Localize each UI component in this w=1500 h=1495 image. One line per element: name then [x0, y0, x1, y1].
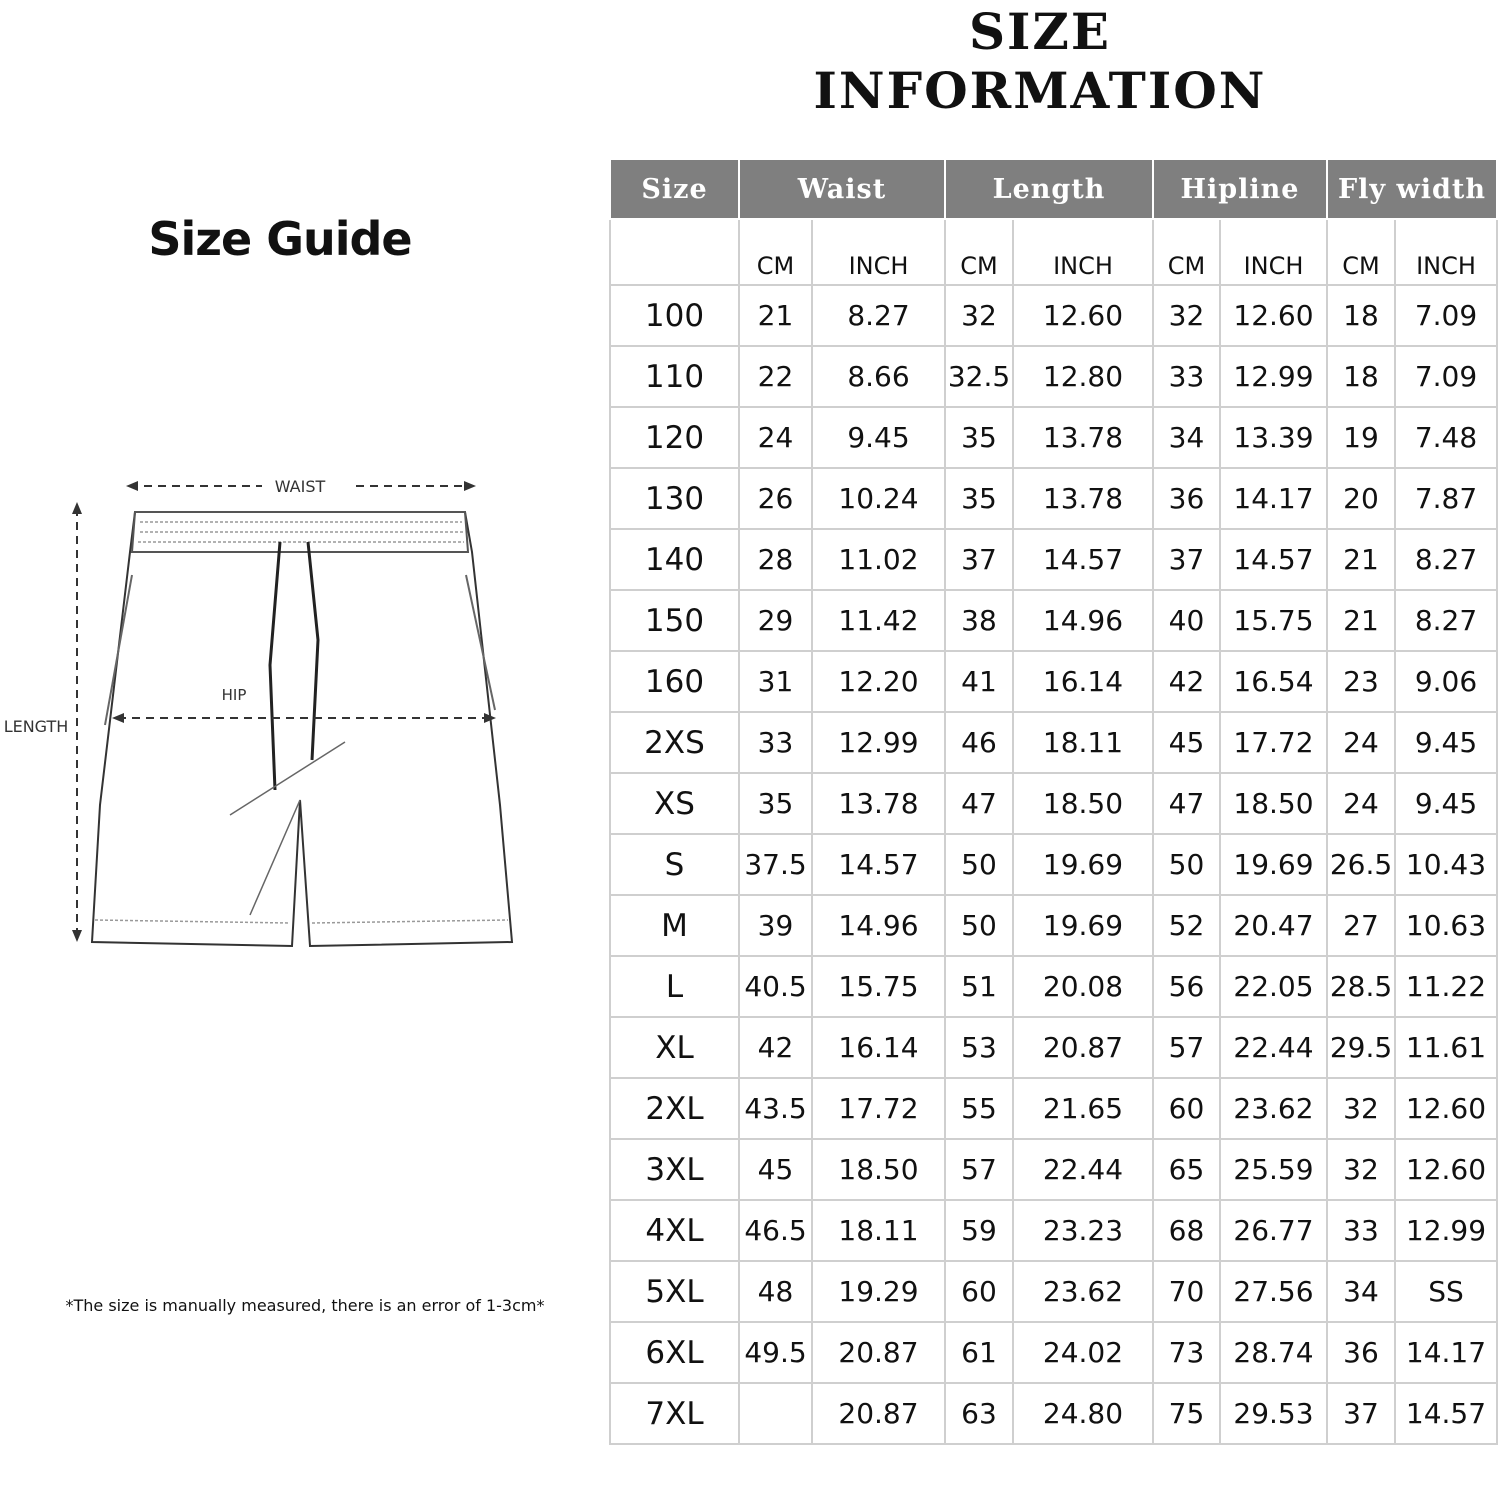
measurement-cell: 14.57 [1013, 529, 1153, 590]
measurement-cell: 23.23 [1013, 1200, 1153, 1261]
measurement-cell: 18.11 [1013, 712, 1153, 773]
measurement-cell: 24.02 [1013, 1322, 1153, 1383]
hip-label: HIP [221, 686, 247, 704]
measurement-cell: 65 [1153, 1139, 1220, 1200]
measurement-cell: 33 [1327, 1200, 1395, 1261]
measurement-cell: 7.09 [1395, 346, 1497, 407]
measurement-cell: 24 [1327, 712, 1395, 773]
size-cell: 130 [610, 468, 739, 529]
measurement-cell: 29.5 [1327, 1017, 1395, 1078]
measurement-cell: 12.60 [1395, 1078, 1497, 1139]
size-cell: L [610, 956, 739, 1017]
measurement-cell: 12.60 [1013, 285, 1153, 346]
size-cell: 150 [610, 590, 739, 651]
measurement-cell: 56 [1153, 956, 1220, 1017]
unit-header: CM [1327, 219, 1395, 285]
table-row [610, 468, 1497, 529]
measurement-cell: 21 [739, 285, 812, 346]
right-pocket [466, 575, 495, 710]
measurement-cell: 12.99 [812, 712, 945, 773]
measurement-cell: 12.99 [1220, 346, 1327, 407]
measurement-cell: 27.56 [1220, 1261, 1327, 1322]
measurement-cell: 57 [945, 1139, 1013, 1200]
measurement-cell: 18 [1327, 285, 1395, 346]
measurement-cell: 9.06 [1395, 651, 1497, 712]
measurement-cell: 42 [739, 1017, 812, 1078]
measurement-cell: 11.02 [812, 529, 945, 590]
measurement-cell: 37 [945, 529, 1013, 590]
length-arrow-top [72, 502, 82, 514]
measurement-cell: 19.69 [1220, 834, 1327, 895]
measurement-cell: 12.60 [1220, 285, 1327, 346]
measurement-cell: 51 [945, 956, 1013, 1017]
measurement-cell: 50 [945, 834, 1013, 895]
measurement-cell: 11.22 [1395, 956, 1497, 1017]
measurement-cell: 13.39 [1220, 407, 1327, 468]
measurement-cell: 50 [945, 895, 1013, 956]
measurement-cell: 20.87 [1013, 1017, 1153, 1078]
table-row [610, 895, 1497, 956]
measurement-cell: 12.80 [1013, 346, 1153, 407]
measurement-cell: 17.72 [1220, 712, 1327, 773]
measurement-cell: 36 [1153, 468, 1220, 529]
measurement-cell: 21 [1327, 529, 1395, 590]
size-cell: XL [610, 1017, 739, 1078]
measurement-cell: 14.96 [1013, 590, 1153, 651]
measurement-cell: 32.5 [945, 346, 1013, 407]
measurement-cell: 13.78 [812, 773, 945, 834]
measurement-cell: 14.17 [1395, 1322, 1497, 1383]
measurement-cell: 26.5 [1327, 834, 1395, 895]
size-cell: 5XL [610, 1261, 739, 1322]
size-guide-title: Size Guide [148, 212, 412, 266]
measurement-cell: 16.14 [1013, 651, 1153, 712]
measurement-cell: 32 [1327, 1139, 1395, 1200]
hip-arrow-left [112, 713, 124, 723]
measurement-cell: 20.47 [1220, 895, 1327, 956]
waist-arrow-right [464, 481, 476, 491]
measurement-cell: 35 [739, 773, 812, 834]
measurement-cell: 18.50 [1013, 773, 1153, 834]
measurement-cell: 19.29 [812, 1261, 945, 1322]
measurement-cell: 13.78 [1013, 468, 1153, 529]
measurement-cell: 61 [945, 1322, 1013, 1383]
measurement-cell: 23.62 [1220, 1078, 1327, 1139]
measurement-cell: 20.08 [1013, 956, 1153, 1017]
measurement-cell: 18.50 [812, 1139, 945, 1200]
measurement-cell: 73 [1153, 1322, 1220, 1383]
unit-header: INCH [812, 219, 945, 285]
measurement-cell: 57 [1153, 1017, 1220, 1078]
measurement-cell: 20 [1327, 468, 1395, 529]
table-row [610, 407, 1497, 468]
measurement-cell: 12.20 [812, 651, 945, 712]
measurement-cell: 16.14 [812, 1017, 945, 1078]
measurement-cell: 37.5 [739, 834, 812, 895]
measurement-cell: 47 [945, 773, 1013, 834]
measurement-cell: 20.87 [812, 1383, 945, 1444]
measurement-cell: 10.63 [1395, 895, 1497, 956]
table-row [610, 956, 1497, 1017]
measurement-cell: 35 [945, 407, 1013, 468]
measurement-cell: 59 [945, 1200, 1013, 1261]
measurement-cell: 33 [1153, 346, 1220, 407]
measurement-cell: 15.75 [1220, 590, 1327, 651]
measurement-cell: 60 [945, 1261, 1013, 1322]
measurement-cell: 7.09 [1395, 285, 1497, 346]
measurement-cell: 68 [1153, 1200, 1220, 1261]
size-cell: 6XL [610, 1322, 739, 1383]
measurement-cell: 28 [739, 529, 812, 590]
measurement-cell: 15.75 [812, 956, 945, 1017]
measurement-cell: 41 [945, 651, 1013, 712]
measurement-cell: 9.45 [1395, 712, 1497, 773]
unit-header: INCH [1220, 219, 1327, 285]
measurement-cell: 10.43 [1395, 834, 1497, 895]
length-label: LENGTH [3, 717, 69, 736]
measurement-cell: 14.17 [1220, 468, 1327, 529]
table-row [610, 590, 1497, 651]
measurement-cell: SS [1395, 1261, 1497, 1322]
table-row [610, 651, 1497, 712]
measurement-cell: 9.45 [812, 407, 945, 468]
size-cell: 4XL [610, 1200, 739, 1261]
table-row [610, 834, 1497, 895]
size-table-body [610, 285, 1497, 1444]
measurement-cell: 12.99 [1395, 1200, 1497, 1261]
header-hipline: Hipline [1153, 159, 1327, 219]
measurement-cell: 40.5 [739, 956, 812, 1017]
size-cell: 2XS [610, 712, 739, 773]
measurement-cell: 24 [1327, 773, 1395, 834]
table-row [610, 1200, 1497, 1261]
measurement-cell: 14.96 [812, 895, 945, 956]
measurement-cell: 70 [1153, 1261, 1220, 1322]
table-row [610, 285, 1497, 346]
measurement-note: *The size is manually measured, there is an error of 1-3cm* [65, 1296, 545, 1315]
header-waist: Waist [739, 159, 945, 219]
measurement-cell: 14.57 [812, 834, 945, 895]
page-title: SIZE INFORMATION [813, 2, 1267, 120]
measurement-cell: 23 [1327, 651, 1395, 712]
measurement-cell: 7.87 [1395, 468, 1497, 529]
measurement-cell: 75 [1153, 1383, 1220, 1444]
size-cell: 160 [610, 651, 739, 712]
measurement-cell: 39 [739, 895, 812, 956]
length-arrow-bottom [72, 930, 82, 942]
measurement-cell: 24.80 [1013, 1383, 1153, 1444]
measurement-cell: 11.61 [1395, 1017, 1497, 1078]
table-row [610, 346, 1497, 407]
measurement-cell: 11.42 [812, 590, 945, 651]
measurement-cell: 16.54 [1220, 651, 1327, 712]
measurement-cell: 21.65 [1013, 1078, 1153, 1139]
measurement-cell: 22.05 [1220, 956, 1327, 1017]
shorts-measurement-diagram [0, 460, 560, 960]
unit-header: CM [1153, 219, 1220, 285]
table-row [610, 1322, 1497, 1383]
table-row [610, 1078, 1497, 1139]
size-cell: XS [610, 773, 739, 834]
size-cell: 100 [610, 285, 739, 346]
measurement-cell: 10.24 [812, 468, 945, 529]
size-cell: S [610, 834, 739, 895]
table-row [610, 1139, 1497, 1200]
measurement-cell: 46.5 [739, 1200, 812, 1261]
unit-header [610, 219, 739, 285]
waist-label: WAIST [274, 477, 326, 496]
measurement-cell: 18.50 [1220, 773, 1327, 834]
measurement-cell: 45 [739, 1139, 812, 1200]
measurement-cell: 20.87 [812, 1322, 945, 1383]
size-table [609, 158, 1498, 1445]
measurement-cell: 63 [945, 1383, 1013, 1444]
measurement-cell: 50 [1153, 834, 1220, 895]
measurement-cell [739, 1383, 812, 1444]
size-cell: 140 [610, 529, 739, 590]
measurement-cell: 22.44 [1013, 1139, 1153, 1200]
measurement-cell: 22 [739, 346, 812, 407]
table-row [610, 1261, 1497, 1322]
unit-header: CM [739, 219, 812, 285]
measurement-cell: 28.5 [1327, 956, 1395, 1017]
left-pocket [105, 575, 132, 725]
shorts-outline [92, 512, 512, 946]
measurement-cell: 60 [1153, 1078, 1220, 1139]
size-cell: 2XL [610, 1078, 739, 1139]
drawstring-right [308, 542, 318, 760]
measurement-cell: 40 [1153, 590, 1220, 651]
size-cell: 3XL [610, 1139, 739, 1200]
measurement-cell: 26.77 [1220, 1200, 1327, 1261]
measurement-cell: 8.27 [1395, 529, 1497, 590]
measurement-cell: 14.57 [1395, 1383, 1497, 1444]
size-cell: 110 [610, 346, 739, 407]
measurement-cell: 12.60 [1395, 1139, 1497, 1200]
measurement-cell: 26 [739, 468, 812, 529]
measurement-cell: 19 [1327, 407, 1395, 468]
measurement-cell: 55 [945, 1078, 1013, 1139]
measurement-cell: 49.5 [739, 1322, 812, 1383]
measurement-cell: 19.69 [1013, 834, 1153, 895]
size-cell: 7XL [610, 1383, 739, 1444]
measurement-cell: 36 [1327, 1322, 1395, 1383]
measurement-cell: 53 [945, 1017, 1013, 1078]
header-fly-width: Fly width [1327, 159, 1497, 219]
measurement-cell: 48 [739, 1261, 812, 1322]
measurement-cell: 37 [1327, 1383, 1395, 1444]
measurement-cell: 32 [945, 285, 1013, 346]
table-row [610, 712, 1497, 773]
measurement-cell: 29 [739, 590, 812, 651]
unit-header: INCH [1013, 219, 1153, 285]
header-size: Size [610, 159, 739, 219]
measurement-cell: 33 [739, 712, 812, 773]
unit-header: INCH [1395, 219, 1497, 285]
measurement-cell: 35 [945, 468, 1013, 529]
measurement-cell: 8.27 [1395, 590, 1497, 651]
measurement-cell: 18 [1327, 346, 1395, 407]
measurement-cell: 38 [945, 590, 1013, 651]
measurement-cell: 13.78 [1013, 407, 1153, 468]
measurement-cell: 32 [1327, 1078, 1395, 1139]
measurement-cell: 28.74 [1220, 1322, 1327, 1383]
measurement-cell: 14.57 [1220, 529, 1327, 590]
measurement-cell: 34 [1327, 1261, 1395, 1322]
measurement-cell: 25.59 [1220, 1139, 1327, 1200]
size-cell: M [610, 895, 739, 956]
measurement-cell: 19.69 [1013, 895, 1153, 956]
drawstring-left [270, 542, 280, 790]
table-row [610, 773, 1497, 834]
header-length: Length [945, 159, 1153, 219]
table-row [610, 529, 1497, 590]
measurement-cell: 23.62 [1013, 1261, 1153, 1322]
measurement-cell: 29.53 [1220, 1383, 1327, 1444]
measurement-cell: 32 [1153, 285, 1220, 346]
measurement-cell: 18.11 [812, 1200, 945, 1261]
measurement-cell: 21 [1327, 590, 1395, 651]
measurement-cell: 45 [1153, 712, 1220, 773]
measurement-cell: 37 [1153, 529, 1220, 590]
measurement-cell: 52 [1153, 895, 1220, 956]
measurement-cell: 31 [739, 651, 812, 712]
size-cell: 120 [610, 407, 739, 468]
measurement-cell: 42 [1153, 651, 1220, 712]
measurement-cell: 46 [945, 712, 1013, 773]
measurement-cell: 8.66 [812, 346, 945, 407]
measurement-cell: 9.45 [1395, 773, 1497, 834]
measurement-cell: 8.27 [812, 285, 945, 346]
measurement-cell: 27 [1327, 895, 1395, 956]
table-row [610, 1383, 1497, 1444]
table-row [610, 1017, 1497, 1078]
measurement-cell: 24 [739, 407, 812, 468]
unit-header: CM [945, 219, 1013, 285]
waist-arrow-left [126, 481, 138, 491]
measurement-cell: 47 [1153, 773, 1220, 834]
measurement-cell: 43.5 [739, 1078, 812, 1139]
measurement-cell: 17.72 [812, 1078, 945, 1139]
measurement-cell: 34 [1153, 407, 1220, 468]
measurement-cell: 7.48 [1395, 407, 1497, 468]
measurement-cell: 22.44 [1220, 1017, 1327, 1078]
